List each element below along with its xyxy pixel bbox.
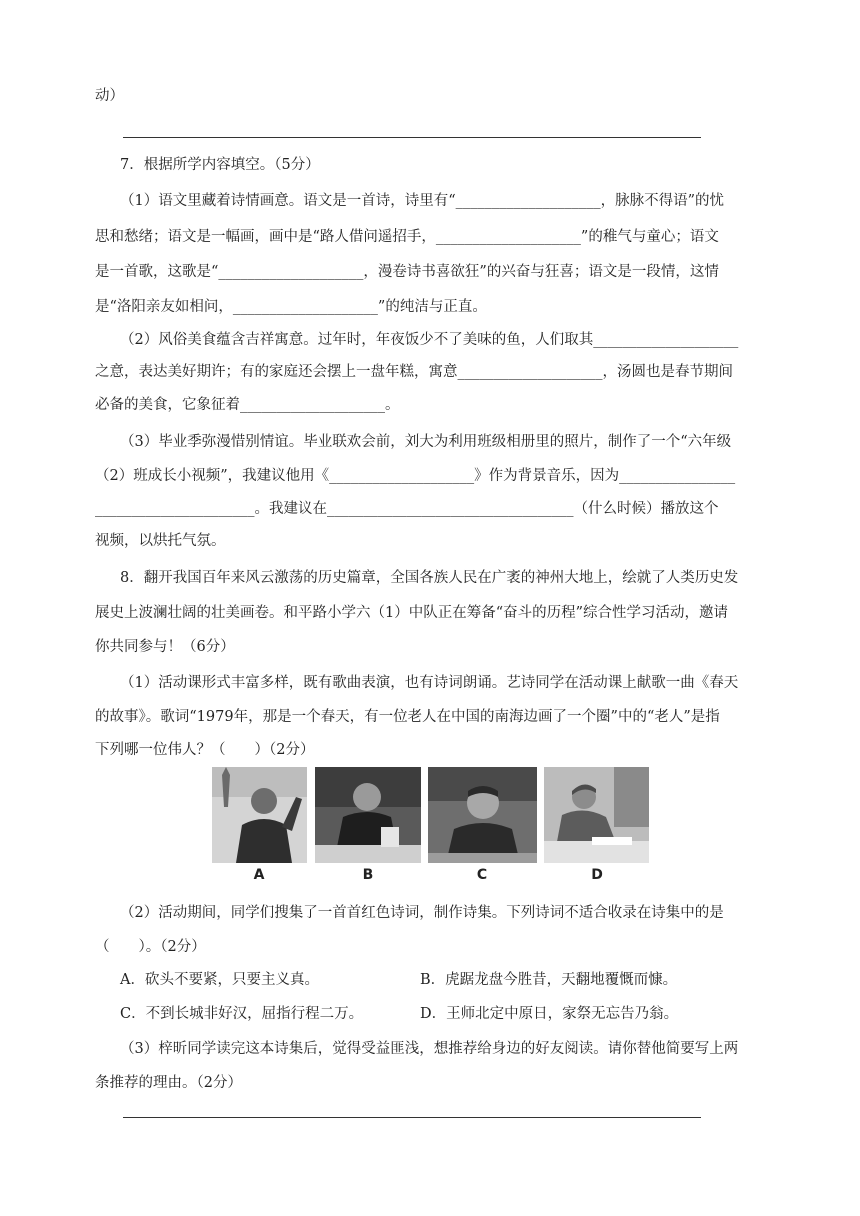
text-line: 动） [95, 88, 124, 104]
option-b[interactable]: B．虎踞龙盘今胜昔，天翻地覆慨而慷。 [420, 972, 678, 988]
photo-c[interactable] [428, 767, 537, 863]
text-line: （2）班成长小视频”，我建议他用《____________________》作为背景音乐，因为________________ [95, 468, 736, 484]
text-line: 你共同参与！（6分） [95, 639, 235, 655]
question-7-heading: 7．根据所学内容填空。（5分） [120, 157, 320, 173]
text-line: 是一首歌，这歌是“____________________，漫卷诗书喜欲狂”的兴奋与狂喜；语文是一段情，这情 [95, 264, 719, 280]
text-line: （ ）。（2分） [95, 939, 206, 955]
photo-caption: B [362, 867, 374, 883]
text-line: （3）梓昕同学读完这本诗集后，觉得受益匪浅，想推荐给身边的好友阅读。请你替他简要写上两 [120, 1041, 739, 1057]
text-line: （2）活动期间，同学们搜集了一首首红色诗词，制作诗集。下列诗词不适合收录在诗集中的是 [120, 905, 724, 921]
option-d[interactable]: D．王师北定中原日，家祭无忘告乃翁。 [420, 1006, 679, 1022]
photo-caption: D [591, 867, 603, 883]
photo-a[interactable] [212, 767, 307, 863]
text-line: 下列哪一位伟人？（ ）（2分） [95, 742, 315, 758]
photo-b[interactable] [315, 767, 421, 863]
text-line: （1）语文里藏着诗情画意。语文是一首诗，诗里有“____________________，脉脉不得语”的忧 [120, 193, 725, 209]
text-line: （1）活动课形式丰富多样，既有歌曲表演，也有诗词朗诵。艺诗同学在活动课上献歌一曲《春天 [120, 675, 739, 691]
photo-d[interactable] [544, 767, 649, 863]
text-line: 展史上波澜壮阔的壮美画卷。和平路小学六（1）中队正在筹备“奋斗的历程”综合性学习活动，邀请 [95, 605, 729, 621]
answer-line[interactable] [123, 137, 701, 138]
text-line: 必备的美食，它象征着____________________。 [95, 397, 400, 413]
text-line: 之意，表达美好期许；有的家庭还会摆上一盘年糕，寓意____________________，汤圆也是春节期间 [95, 364, 733, 380]
text-line: 的故事》。歌词“1979年，那是一个春天，有一位老人在中国的南海边画了一个圈”中的“老人”是指 [95, 709, 720, 725]
text-line: ______________________。我建议在__________________________________（什么时候）播放这个 [95, 501, 719, 517]
option-c[interactable]: C．不到长城非好汉，屈指行程二万。 [120, 1006, 364, 1022]
text-line: 思和愁绪；语文是一幅画，画中是“路人借问遥招手，____________________”的稚气与童心；语文 [95, 229, 719, 245]
text-line: （2）风俗美食蕴含吉祥寓意。过年时，年夜饭少不了美味的鱼，人们取其____________________ [120, 332, 739, 348]
text-line: （3）毕业季弥漫惜别情谊。毕业联欢会前，刘大为利用班级相册里的照片，制作了一个“六年级 [120, 434, 732, 450]
option-a[interactable]: A．砍头不要紧，只要主义真。 [120, 972, 319, 988]
photo-caption: A [253, 867, 265, 883]
question-8-heading: 8．翻开我国百年来风云激荡的历史篇章，全国各族人民在广袤的神州大地上，绘就了人类历史发 [120, 570, 739, 586]
text-line: 视频，以烘托气氛。 [95, 533, 226, 549]
text-line: 是“洛阳亲友如相问，____________________”的纯洁与正直。 [95, 299, 487, 315]
answer-line[interactable] [123, 1117, 701, 1118]
photo-caption: C [476, 867, 488, 883]
text-line: 条推荐的理由。（2分） [95, 1075, 242, 1091]
